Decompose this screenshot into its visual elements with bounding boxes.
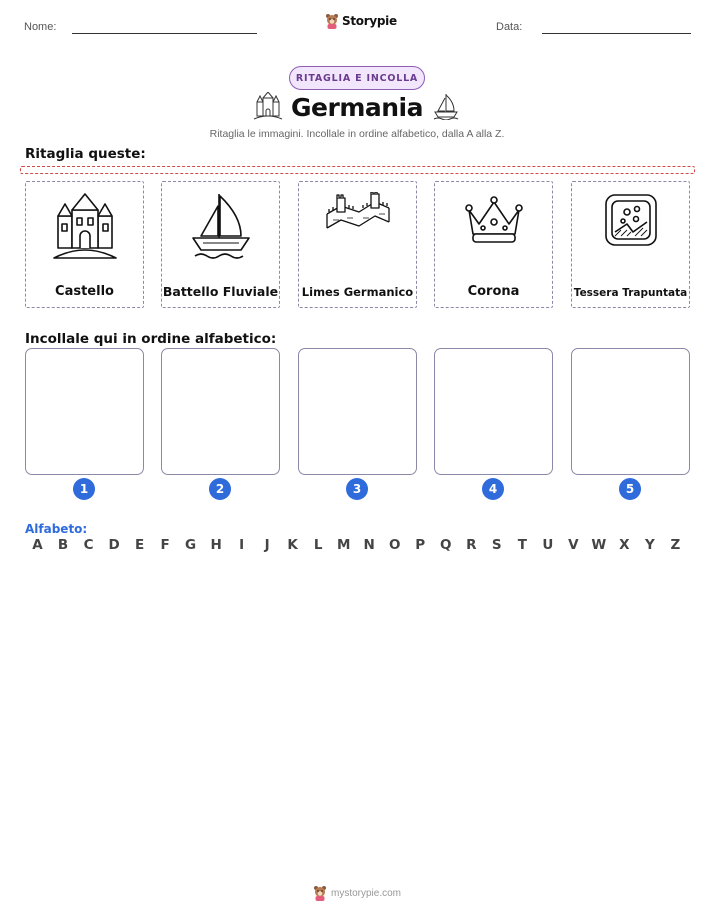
cut-card-castello[interactable] xyxy=(25,181,144,308)
wall-icon xyxy=(325,192,391,236)
brand-logo xyxy=(325,13,397,29)
activity-badge: RITAGLIA E INCOLLA xyxy=(289,66,425,90)
cut-card-limes-germanico[interactable] xyxy=(298,181,417,308)
alphabet-letter: M xyxy=(336,537,351,553)
name-line[interactable] xyxy=(72,33,257,34)
alphabet-letter: E xyxy=(134,537,145,553)
alphabet-letter: S xyxy=(491,537,502,553)
alphabet-title: Alfabeto: xyxy=(25,522,88,536)
paste-slot-5[interactable] xyxy=(571,348,690,475)
alphabet-letter: U xyxy=(542,537,554,553)
alphabet-letter: D xyxy=(108,537,120,553)
cut-card-corona[interactable] xyxy=(434,181,553,308)
bear-mascot-icon xyxy=(313,885,327,901)
paste-slot-3[interactable] xyxy=(298,348,417,475)
card-label: Corona xyxy=(467,284,520,299)
date-line[interactable] xyxy=(542,33,691,34)
alphabet-letter: B xyxy=(57,537,69,553)
crown-icon xyxy=(463,194,525,246)
date-label: Data: xyxy=(496,21,523,33)
footer xyxy=(0,885,714,901)
alphabet-letter: H xyxy=(210,537,222,553)
alphabet-letter: K xyxy=(287,537,298,553)
castle-icon xyxy=(50,192,120,260)
alphabet-letter: P xyxy=(415,537,426,553)
alphabet-letter: C xyxy=(83,537,94,553)
slot-number-5: 5 xyxy=(619,478,641,500)
alphabet-letter: W xyxy=(591,537,607,553)
cut-line xyxy=(20,166,695,174)
brand-name: Storypie xyxy=(342,14,397,28)
card-label: Tessera Trapuntata xyxy=(573,287,688,299)
alphabet-letter: Q xyxy=(440,537,452,553)
paste-slot-1[interactable] xyxy=(25,348,144,475)
slot-number-1: 1 xyxy=(73,478,95,500)
alphabet-letter: G xyxy=(185,537,197,553)
card-label: Limes Germanico xyxy=(301,285,414,299)
cut-section-title: Ritaglia queste: xyxy=(25,146,146,162)
footer-url: mystorypie.com xyxy=(330,887,401,899)
card-label: Battello Fluviale xyxy=(162,284,279,299)
alphabet-letter: L xyxy=(313,537,323,553)
alphabet-letter: V xyxy=(568,537,579,553)
card-label: Castello xyxy=(55,284,114,299)
sailboat-icon xyxy=(189,192,253,260)
paste-slot-2[interactable] xyxy=(161,348,280,475)
slot-number-4: 4 xyxy=(482,478,504,500)
alphabet-letter: N xyxy=(363,537,375,553)
instructions: Ritaglia le immagini. Incollale in ordine alfabetico, dalla A alla Z. xyxy=(209,128,505,140)
bear-mascot-icon xyxy=(325,13,339,29)
alphabet-letter: O xyxy=(388,537,401,553)
slot-number-2: 2 xyxy=(209,478,231,500)
alphabet-letter: R xyxy=(466,537,477,553)
sailboat-icon xyxy=(432,92,460,120)
alphabet-letter: Y xyxy=(644,537,655,553)
page-title: Germania xyxy=(291,93,423,122)
name-label: Nome: xyxy=(24,21,57,33)
alphabet-letter: Z xyxy=(670,537,681,553)
cut-card-battello-fluviale[interactable] xyxy=(161,181,280,308)
paste-slot-4[interactable] xyxy=(434,348,553,475)
alphabet-letter: X xyxy=(619,537,630,553)
alphabet-letter: A xyxy=(32,537,43,553)
slot-number-3: 3 xyxy=(346,478,368,500)
alphabet-letter: T xyxy=(517,537,527,553)
quilt-tile-icon xyxy=(603,192,659,248)
alphabet-letter: I xyxy=(239,537,245,553)
alphabet-row xyxy=(25,537,688,553)
alphabet-letter: J xyxy=(264,537,270,553)
paste-section-title: Incollale qui in ordine alfabetico: xyxy=(25,331,277,347)
alphabet-letter: F xyxy=(160,537,170,553)
cut-card-tessera-trapuntata[interactable] xyxy=(571,181,690,308)
